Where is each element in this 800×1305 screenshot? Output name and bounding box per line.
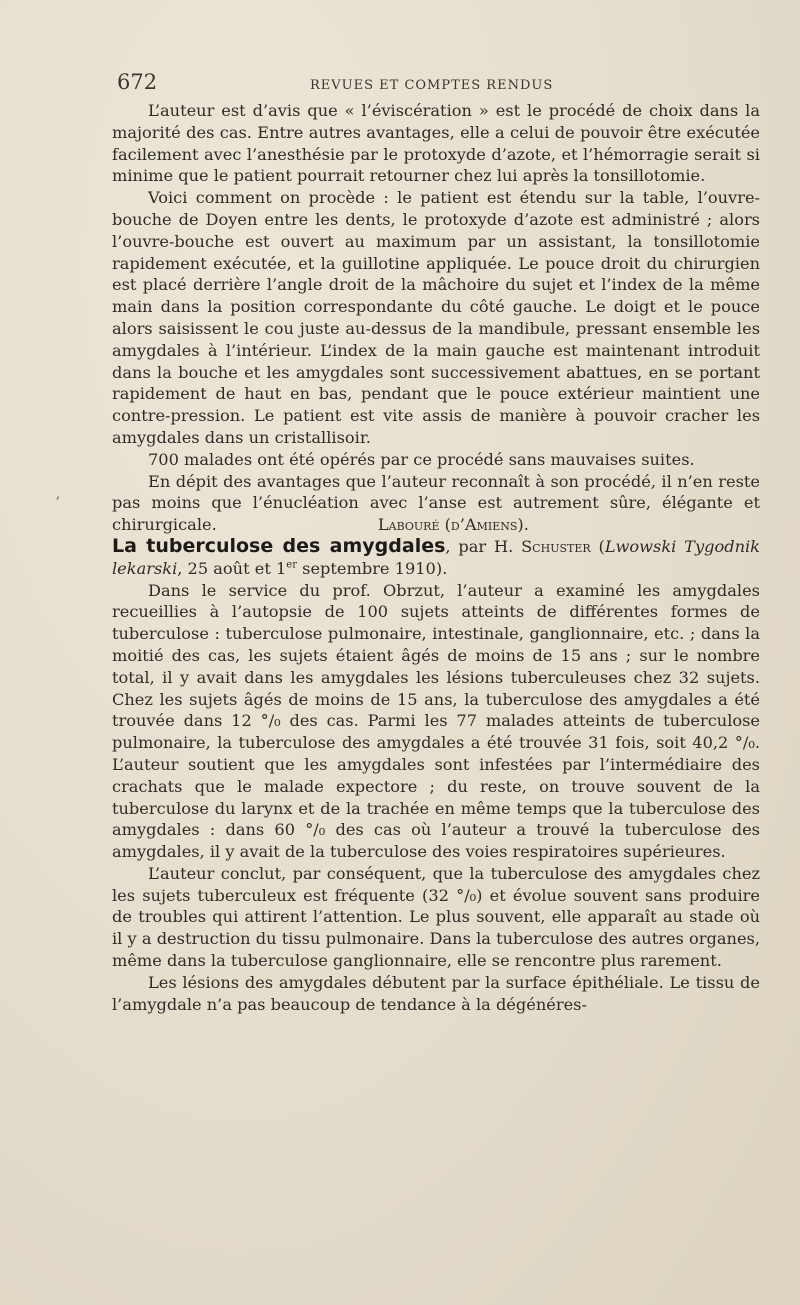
paragraph: Les lésions des amygdales débutent par la surface épithéliale. Le tissu de l’amygdale n’a pas beaucoup de tendance à la dégénéres- (112, 972, 760, 1014)
paragraph (112, 471, 760, 536)
paragraph-text: En dépit des avantages que l’auteur reconnaît à son procédé, il n’en reste pas moins que l’énucléation avec l’anse est autrement sûre, élégante et chirurgicale. (112, 471, 760, 535)
article-by: , par H. (445, 536, 522, 556)
review-author: Labouré (d’Amiens). (377, 515, 529, 535)
article-date-sup: er (286, 559, 297, 571)
paragraph: Dans le service du prof. Obrzut, l’auteur a examiné les amygdales recueillies à l’autopsie de 100 sujets atteints de différentes formes de tuberculose : tuberculose pulmonaire, intestinale, ganglionnaire, etc. ; dans la moitié des cas, les sujets étaient âgés de moins de 15 ans ; sur le nombre total, il y avait dans les amygdales les lésions tuberculeuses chez 32 sujets. Chez les sujets âgés de moins de 15 ans, la tuberculose des amygdales a été trouvée dans 12 °/₀ des cas. Parmi les 77 malades atteints de tuberculose pulmonaire, la tuberculose des amygdales a été trouvée 31 fois, soit 40,2 °/₀. L’auteur soutient que les amygdales sont infestées par l’intermédiaire des crachats que le malade expectore ; du reste, on trouve souvent de la tuberculose du larynx et de la trachée en même temps que la tuberculose des amygdales : dans 60 °/₀ des cas où l’auteur a trouvé la tuberculose des amygdales, il y avait de la tuberculose des voies respiratoires supérieures. (112, 580, 760, 862)
article-author: Schuster (521, 536, 591, 556)
paragraph: 700 malades ont été opérés par ce procédé sans mauvaises suites. (148, 449, 695, 469)
paragraph: L’auteur conclut, par conséquent, que la tuberculose des amygdales chez les sujets tuberculeux est fréquente (32 °/₀) et évolue souvent sans produire de troubles qui attirent l’attention. Le plus souvent, elle apparaît au stade où il y a destruction du tissu pulmonaire. Dans la tuberculose des autres organes, même dans la tuberculose ganglionnaire, elle se rencontre plus rarement. (112, 863, 760, 971)
page (112, 70, 760, 1015)
paragraph: L’auteur est d’avis que « l’éviscération » est le procédé de choix dans la majorité des cas. Entre autres avantages, elle a celui de pouvoir être exécutée facilement avec l’anesthésie par le protoxyde d’azote, et l’hémorragie serait si minime que le patient pourrait retourner chez lui après la tonsillotomie. (112, 101, 760, 186)
article-date-a: , 25 août et 1 (177, 558, 287, 578)
paragraph: Voici comment on procède : le patient est étendu sur la table, l’ouvre-bouche de Doyen entre les dents, le protoxyde d’azote est administré ; alors l’ouvre-bouche est ouvert au maximum par un assistant, la tonsillotomie rapidement exécutée, et la guillotine appliquée. Le pouce droit du chirurgien est placé derrière l’angle droit de la mâchoire du sujet et l’index de la même main dans la position correspondante du côté gauche. Le doigt et le pouce alors saisissent le cou juste au-dessus de la mandibule, pressant ensemble les amygdales à l’intérieur. L’index de la main gauche est maintenant introduit dans la bouche et les amygdales sont successivement abattues, en se portant rapidement de haut en bas, pendant que le pouce extérieur maintient une contre-pression. Le patient est vite assis de manière à pouvoir cracher les amygdales dans un cristallisoir. (112, 188, 760, 447)
margin-mark: ʼ (55, 495, 60, 511)
page-header (112, 70, 760, 100)
article-title: La tuberculose des amygdales (112, 534, 446, 557)
running-title: REVUES ET COMPTES RENDUS (310, 78, 554, 93)
article-heading: La tuberculose des amygdales, par H. Schuster (Lwowski Tygodnik lekarski, 25 août et 1er septembre 1910). (112, 534, 760, 578)
journal-name: Lwowski Tygodnik lekarski (112, 536, 760, 578)
article-body (112, 100, 760, 1015)
page-number: 672 (117, 70, 158, 94)
article-date-b: septembre 1910). (297, 558, 448, 578)
